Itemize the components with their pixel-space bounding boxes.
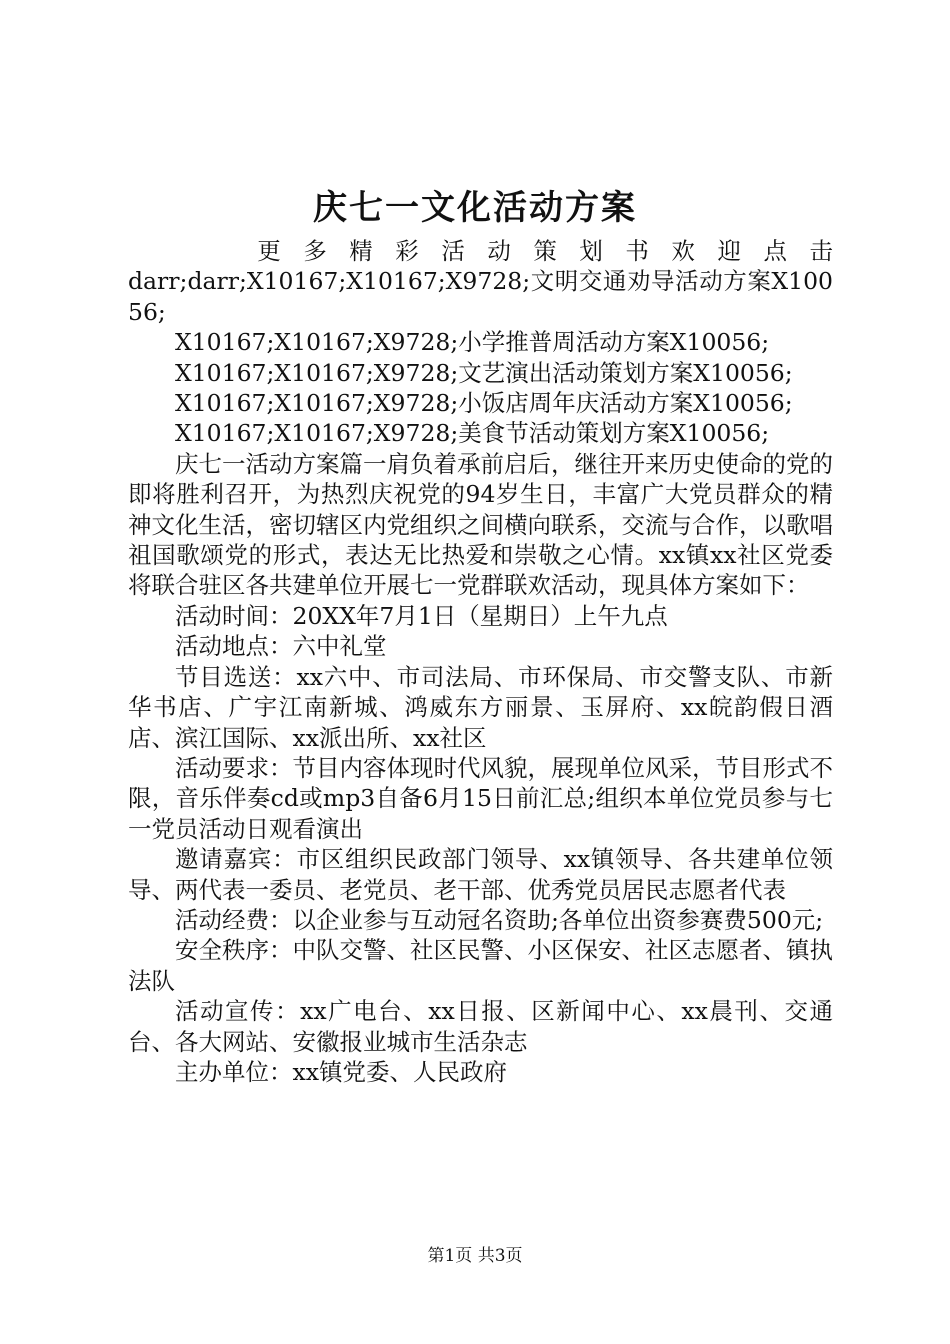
paragraph-intro: 庆七一活动方案篇一肩负着承前启后，继往开来历史使命的党的即将胜利召开，为热烈庆祝党的94岁生日，丰富广大党员群众的精神文化生活，密切辖区内党组织之间横向联系，交流与合作，以歌唱祖国歌颂党的形式，表达无比热爱和崇敬之心情。xx镇xx社区党委将联合驻区各共建单位开展七一党群联欢活动，现具体方案如下： xyxy=(128,449,833,600)
paragraph-time: 活动时间：20XX年7月1日（星期日）上午九点 xyxy=(175,601,668,630)
paragraph-requirements: 活动要求：节目内容体现时代风貌，展现单位风采，节目形式不限，音乐伴奏cd或mp3自备6月15日前汇总;组织本单位党员参与七一党员活动日观看演出 xyxy=(128,753,833,843)
document-title: 庆七一文化活动方案 xyxy=(313,188,637,228)
paragraph-organizer: 主办单位：xx镇党委、人民政府 xyxy=(175,1057,508,1086)
paragraph-guests: 邀请嘉宾：市区组织民政部门领导、xx镇领导、各共建单位领导、两代表一委员、老党员、老干部、优秀党员居民志愿者代表 xyxy=(128,845,833,904)
link-item[interactable]: X10167;X10167;X9728;美食节活动策划方案X10056; xyxy=(175,419,770,448)
paragraph-funding: 活动经费：以企业参与互动冠名资助;各单位出资参赛费500元; xyxy=(175,905,824,934)
link-item[interactable]: X10167;X10167;X9728;文艺演出活动策划方案X10056; xyxy=(175,358,793,387)
paragraph-security: 安全秩序：中队交警、社区民警、小区保安、社区志愿者、镇执法队 xyxy=(128,936,833,995)
intro-line-2[interactable]: darr;darr;X10167;X10167;X9728;文明交通劝导活动方案X10056; xyxy=(128,267,833,326)
document-body xyxy=(128,236,833,1087)
paragraph-programs: 节目选送：xx六中、市司法局、市环保局、市交警支队、市新华书店、广宇江南新城、鸿威东方丽景、玉屏府、xx皖韵假日酒店、滨江国际、xx派出所、xx社区 xyxy=(128,662,833,752)
paragraph-publicity: 活动宣传：xx广电台、xx日报、区新闻中心、xx晨刊、交通台、各大网站、安徽报业城市生活杂志 xyxy=(128,997,833,1056)
page-footer: 第1页 共3页 xyxy=(427,1246,523,1266)
link-item[interactable]: X10167;X10167;X9728;小学推普周活动方案X10056; xyxy=(175,328,770,357)
link-item[interactable]: X10167;X10167;X9728;小饭店周年庆活动方案X10056; xyxy=(175,389,793,418)
paragraph-location: 活动地点：六中礼堂 xyxy=(175,632,387,661)
intro-line: 更多精彩活动策划书欢迎点击 xyxy=(257,237,833,265)
